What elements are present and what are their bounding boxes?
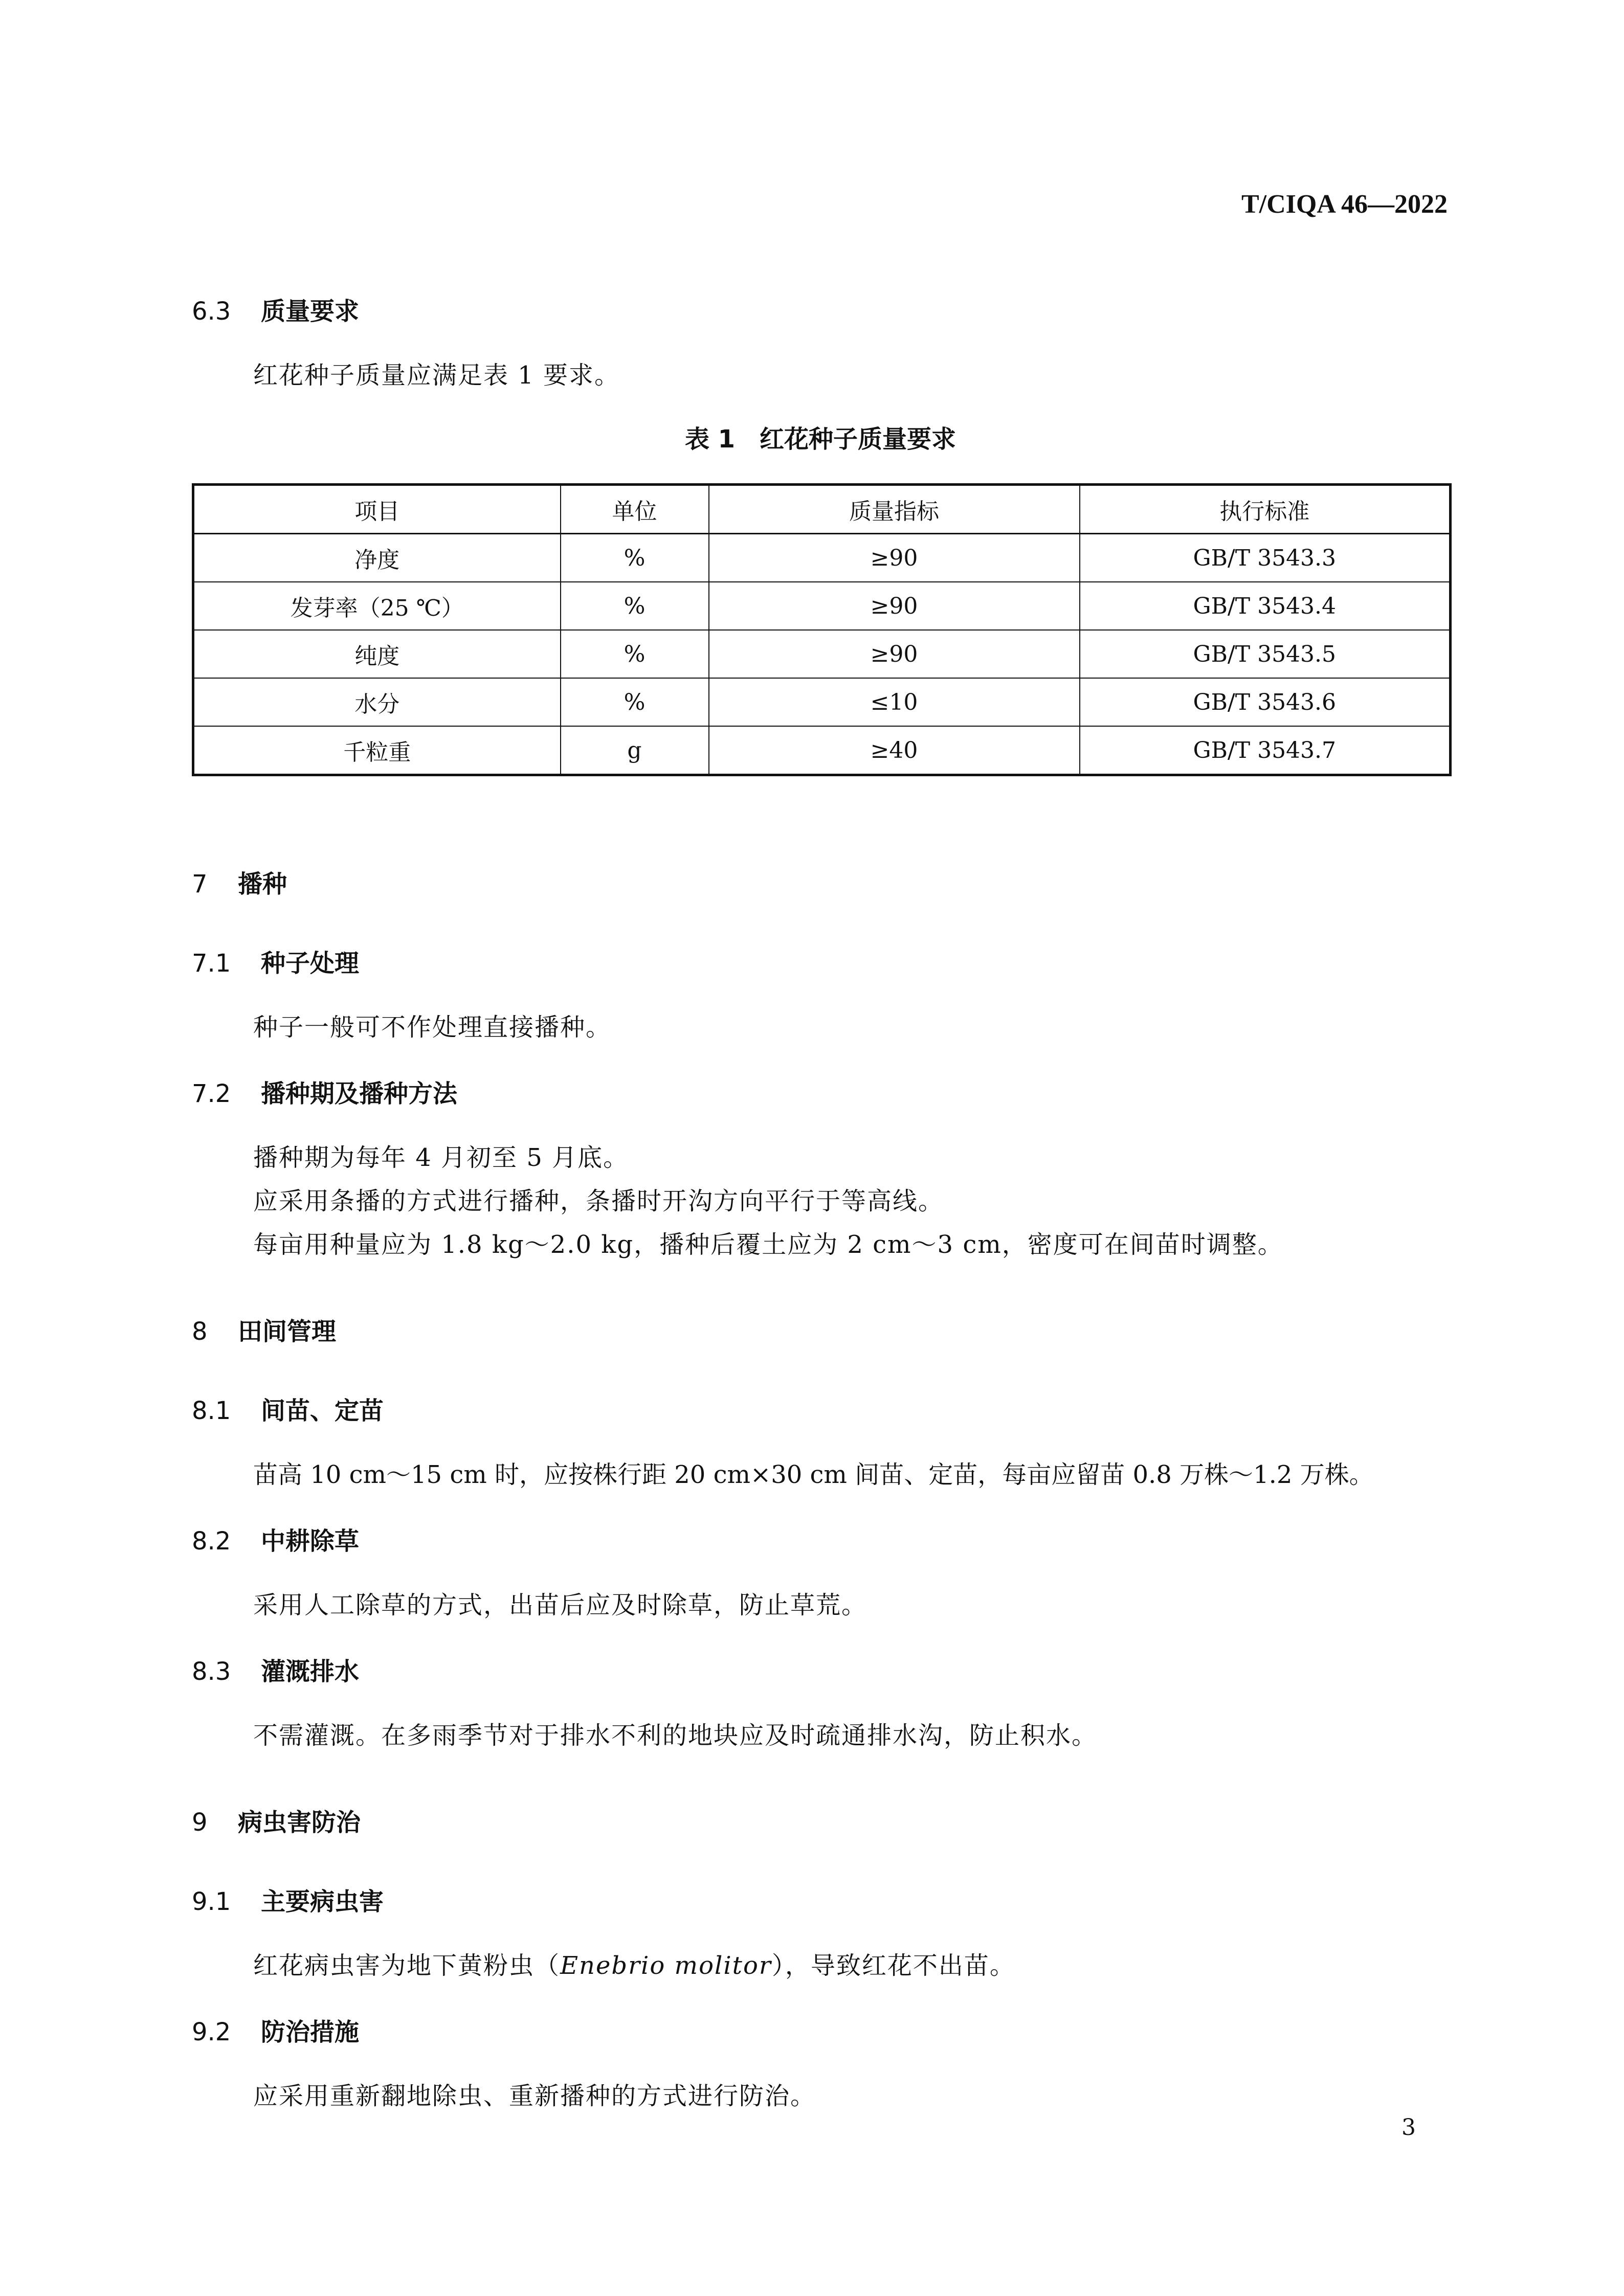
section-title: 主要病虫害	[261, 1887, 384, 1916]
section-title: 灌溉排水	[261, 1657, 360, 1686]
section-7-heading	[192, 864, 287, 899]
section-title: 田间管理	[238, 1317, 337, 1346]
section-number: 9.2	[192, 2018, 231, 2046]
section-title: 病虫害防治	[238, 1808, 361, 1837]
cell-indicator: ≥90	[709, 630, 1080, 678]
section-7-2-line-3: 每亩用种量应为 1.8 kg～2.0 kg，播种后覆土应为 2 cm～3 cm，密度可在间苗时调整。	[253, 1230, 1283, 1259]
section-7-2-line-2: 应采用条播的方式进行播种，条播时开沟方向平行于等高线。	[253, 1187, 944, 1215]
cell-standard: GB/T 3543.7	[1080, 726, 1451, 775]
header-standard: 执行标准	[1080, 485, 1451, 534]
section-title: 质量要求	[261, 297, 360, 326]
cell-standard: GB/T 3543.3	[1080, 534, 1451, 582]
cell-unit: %	[561, 582, 709, 630]
table-row	[193, 630, 1451, 678]
cell-standard: GB/T 3543.5	[1080, 630, 1451, 678]
section-number: 7.2	[192, 1079, 231, 1108]
cell-indicator: ≥90	[709, 582, 1080, 630]
section-9-1-text	[253, 1946, 1015, 1981]
section-number: 8.1	[192, 1397, 231, 1425]
section-6-3-heading	[192, 291, 359, 327]
cell-unit: %	[561, 534, 709, 582]
section-title: 中耕除草	[261, 1527, 360, 1556]
text-after-latin: ），导致红花不出苗。	[771, 1951, 1015, 1980]
cell-item: 水分	[193, 678, 561, 726]
header-unit: 单位	[561, 485, 709, 534]
quality-requirements-table	[192, 483, 1452, 776]
section-7-1-heading	[192, 943, 359, 979]
cell-indicator: ≥90	[709, 534, 1080, 582]
cell-item: 纯度	[193, 630, 561, 678]
section-8-2-text: 采用人工除草的方式，出苗后应及时除草，防止草荒。	[253, 1591, 867, 1619]
section-title: 种子处理	[261, 949, 360, 978]
section-title: 防治措施	[261, 2018, 360, 2046]
cell-standard: GB/T 3543.4	[1080, 582, 1451, 630]
table-caption: 表 1 红花种子质量要求	[684, 425, 956, 454]
cell-item: 净度	[193, 534, 561, 582]
section-8-1-text: 苗高 10 cm～15 cm 时，应按株行距 20 cm×30 cm 间苗、定苗，每亩应留苗 0.8 万株～1.2 万株。	[253, 1460, 1374, 1489]
section-7-2-line-1: 播种期为每年 4 月初至 5 月底。	[253, 1143, 629, 1172]
cell-standard: GB/T 3543.6	[1080, 678, 1451, 726]
cell-unit: %	[561, 678, 709, 726]
section-number: 9.1	[192, 1887, 231, 1916]
latin-species-name: Enebrio molitor	[560, 1951, 772, 1980]
table-header-row	[193, 485, 1451, 534]
page-number: 3	[1401, 2114, 1416, 2141]
cell-indicator: ≤10	[709, 678, 1080, 726]
cell-unit: g	[561, 726, 709, 775]
section-8-2-heading	[192, 1521, 359, 1557]
section-9-heading	[192, 1803, 361, 1838]
section-9-2-heading	[192, 2012, 359, 2047]
section-number: 6.3	[192, 297, 231, 326]
section-number: 9	[192, 1808, 208, 1837]
table-row	[193, 534, 1451, 582]
cell-item: 发芽率（25 ℃）	[193, 582, 561, 630]
section-title: 播种	[238, 870, 287, 898]
section-7-1-text: 种子一般可不作处理直接播种。	[253, 1013, 612, 1042]
table-row	[193, 678, 1451, 726]
section-6-3-text: 红花种子质量应满足表 1 要求。	[253, 361, 620, 390]
header-item: 项目	[193, 485, 561, 534]
section-7-2-heading	[192, 1074, 457, 1109]
cell-item: 千粒重	[193, 726, 561, 775]
section-8-heading	[192, 1312, 336, 1347]
document-code: T/CIQA 46—2022	[1241, 190, 1448, 219]
section-8-3-text: 不需灌溉。在多雨季节对于排水不利的地块应及时疏通排水沟，防止积水。	[253, 1721, 1098, 1750]
section-title: 播种期及播种方法	[261, 1079, 458, 1108]
section-number: 7	[192, 870, 208, 898]
section-8-1-heading	[192, 1391, 384, 1426]
section-number: 8	[192, 1317, 208, 1346]
section-number: 7.1	[192, 949, 231, 978]
section-8-3-heading	[192, 1652, 359, 1687]
section-9-2-text: 应采用重新翻地除虫、重新播种的方式进行防治。	[253, 2082, 816, 2110]
table-row	[193, 726, 1451, 775]
table-row	[193, 582, 1451, 630]
section-number: 8.2	[192, 1527, 231, 1556]
section-number: 8.3	[192, 1657, 231, 1686]
section-title: 间苗、定苗	[261, 1397, 384, 1425]
header-indicator: 质量指标	[709, 485, 1080, 534]
text-before-latin: 红花病虫害为地下黄粉虫（	[253, 1951, 561, 1980]
section-9-1-heading	[192, 1882, 384, 1917]
cell-indicator: ≥40	[709, 726, 1080, 775]
cell-unit: %	[561, 630, 709, 678]
